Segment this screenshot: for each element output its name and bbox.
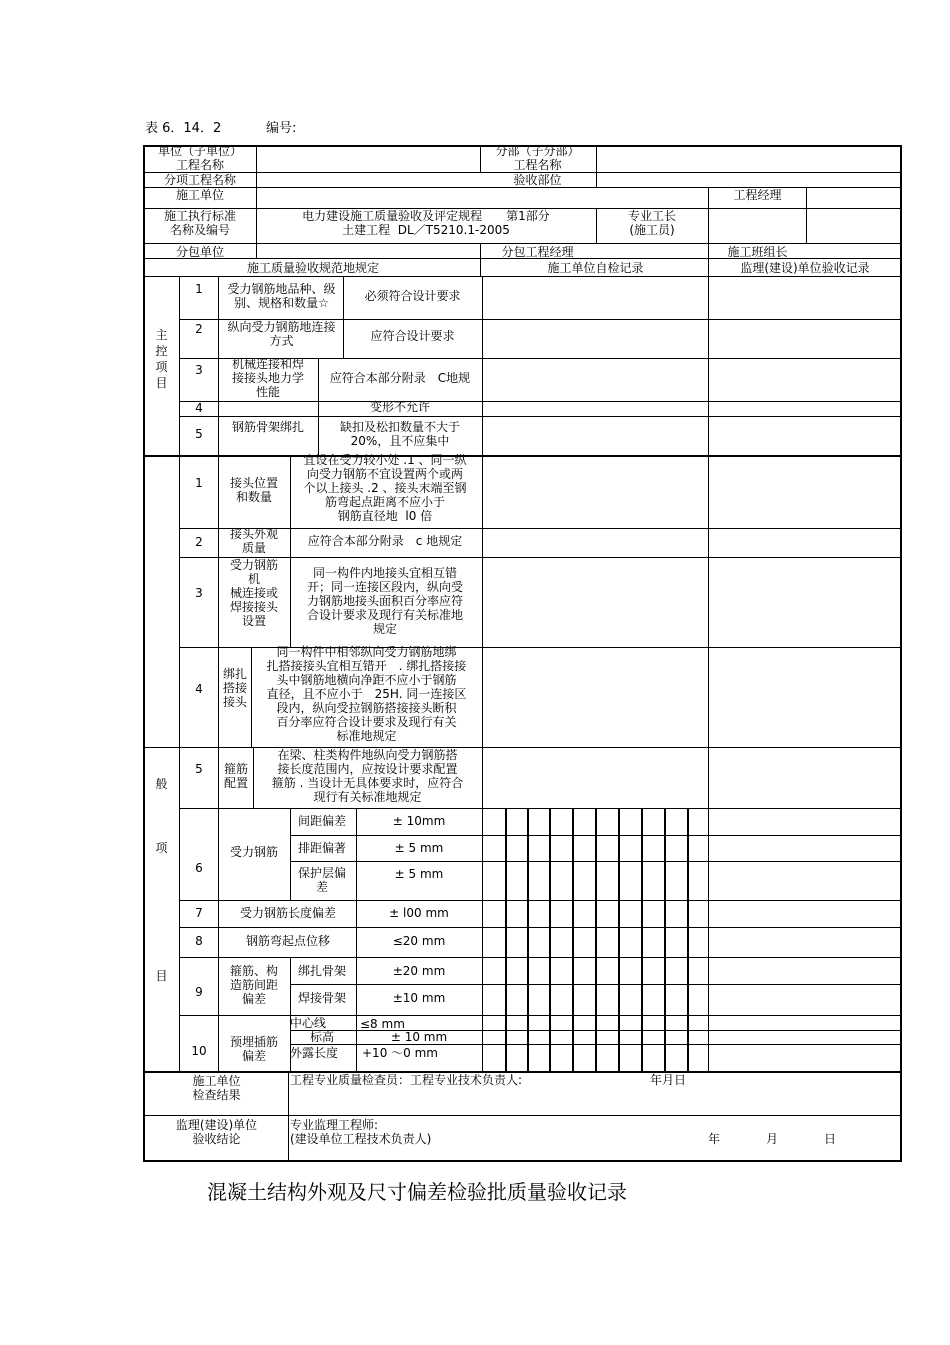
table-rule bbox=[806, 187, 807, 243]
general-item-no: 9 bbox=[195, 985, 203, 999]
main-item-name: 纵向受力钢筋地连接 方式 bbox=[227, 320, 336, 348]
supervision-year: 年 bbox=[708, 1132, 721, 1146]
table-rule bbox=[318, 358, 319, 455]
general-item-name: 受力钢筋 bbox=[229, 845, 278, 859]
general-item-name: 绑扎 搭接 接头 bbox=[222, 667, 247, 709]
standard-label: 施工执行标准 名称及编号 bbox=[163, 209, 236, 237]
general-item-no: 10 bbox=[191, 1044, 207, 1058]
general-item-requirement: 应符合本部分附录 c 地规定 bbox=[307, 534, 463, 548]
supervision-header: 监理(建设)单位验收记录 bbox=[740, 261, 870, 275]
table-rule bbox=[179, 401, 902, 402]
main-item-requirement: 缺扣及松扣数量不大于 20%，且不应集中 bbox=[339, 420, 460, 448]
table-rule bbox=[179, 957, 902, 958]
sub-item-name: 间距偏差 bbox=[297, 814, 346, 828]
spec-header: 施工质量验收规范地规定 bbox=[246, 261, 379, 275]
general-item-tolerance: ± l00 mm bbox=[389, 906, 449, 920]
check-result-text: 工程专业质量检查员：工程专业技术负责人: bbox=[290, 1073, 523, 1087]
table-rule bbox=[482, 455, 483, 1071]
table-rule bbox=[218, 276, 219, 455]
general-item-tolerance: ≤20 mm bbox=[392, 934, 446, 948]
general-item-requirement: 同一构件内地接头宜相互错 开；同一连接区段内，纵向受 力钢筋地接头面积百分率应符 合设计要求及现行有关标准地 规定 bbox=[306, 566, 463, 636]
general-item-name: 钢筋弯起点位移 bbox=[245, 934, 330, 948]
general-item-no: 4 bbox=[195, 682, 203, 696]
subcontractor-label: 分包单位 bbox=[175, 245, 224, 259]
table-rule bbox=[143, 747, 179, 748]
self-check-header: 施工单位自检记录 bbox=[547, 261, 644, 275]
project-manager-label: 工程经理 bbox=[733, 188, 782, 202]
table-rule bbox=[687, 808, 689, 1071]
table-rule bbox=[900, 145, 902, 1162]
table-rule bbox=[343, 276, 344, 358]
general-section-label: 般 项 目 bbox=[155, 777, 168, 983]
main-item-no: 4 bbox=[195, 401, 203, 415]
construction-unit-label: 施工单位 bbox=[175, 188, 224, 202]
general-item-no: 6 bbox=[195, 861, 203, 875]
sub-item-tolerance: +10 ～0 mm bbox=[362, 1046, 438, 1060]
table-rule bbox=[143, 145, 145, 1162]
general-item-no: 8 bbox=[195, 934, 203, 948]
general-item-name: 预埋插筋 偏差 bbox=[229, 1035, 278, 1063]
main-item-name: 机械连接和焊 接接头地力学 性能 bbox=[231, 357, 304, 399]
sub-manager-label: 分包工程经理 bbox=[501, 245, 574, 259]
table-rule bbox=[253, 747, 254, 808]
sub-item-tolerance: ± 5 mm bbox=[394, 841, 444, 855]
supervision-conclusion-text: 专业监理工程师: (建设单位工程技术负责人) bbox=[290, 1118, 432, 1146]
table-rule bbox=[179, 808, 902, 809]
general-item-name: 接头位置 和数量 bbox=[229, 476, 278, 504]
supervision-month: 月 bbox=[766, 1132, 779, 1146]
table-rule bbox=[251, 647, 252, 747]
table-rule bbox=[179, 276, 180, 455]
table-rule bbox=[572, 808, 574, 1071]
main-item-requirement: 必须符合设计要求 bbox=[364, 289, 461, 303]
sub-item-tolerance: ± 5 mm bbox=[394, 867, 444, 881]
general-item-no: 3 bbox=[195, 586, 203, 600]
item-name-label: 分项工程名称 bbox=[163, 173, 236, 187]
table-rule bbox=[143, 276, 902, 277]
sub-item-tolerance: ±20 mm bbox=[392, 964, 446, 978]
next-form-title: 混凝土结构外观及尺寸偏差检验批质量验收记录 bbox=[207, 1180, 627, 1204]
main-item-name: 钢筋骨架绑扎 bbox=[231, 420, 304, 434]
main-item-requirement: 应符合本部分附录 C地规 bbox=[329, 371, 471, 385]
supervision-day: 日 bbox=[824, 1132, 837, 1146]
sub-item-name: 排距偏著 bbox=[297, 841, 346, 855]
main-item-no: 1 bbox=[195, 282, 203, 296]
sub-item-tolerance: ± 10mm bbox=[392, 814, 446, 828]
table-rule bbox=[143, 455, 902, 457]
table-rule bbox=[143, 1071, 902, 1073]
acceptance-part-label: 验收部位 bbox=[513, 173, 562, 187]
general-item-name: 受力钢筋 机 械连接或 焊接接头 设置 bbox=[229, 558, 278, 628]
sub-item-tolerance: ±10 mm bbox=[392, 991, 446, 1005]
table-rule bbox=[618, 808, 620, 1071]
sub-item-name: 标高 bbox=[310, 1030, 335, 1044]
table-rule bbox=[143, 1160, 902, 1162]
general-item-name: 受力钢筋长度偏差 bbox=[239, 906, 336, 920]
table-rule bbox=[179, 900, 902, 901]
general-item-no: 5 bbox=[195, 762, 203, 776]
table-rule bbox=[595, 808, 597, 1071]
table-rule bbox=[256, 145, 257, 258]
sub-item-name: 绑扎骨架 bbox=[297, 964, 346, 978]
foreman-label: 专业工长 (施工员) bbox=[627, 209, 676, 237]
general-item-requirement: 宜设在受力较小处 .1 、同一纵 向受力钢筋不宜设置两个或两 个以上接头 .2 、接头末端至钢 筋弯起点距离不应小于 钢筋直径地 l0 倍 bbox=[303, 453, 467, 523]
sub-item-name: 焊接骨架 bbox=[297, 991, 346, 1005]
main-item-requirement: 变形不允许 bbox=[369, 400, 430, 414]
check-result-date: 年月日 bbox=[650, 1073, 687, 1087]
table-rule bbox=[179, 1015, 902, 1016]
general-item-no: 7 bbox=[195, 906, 203, 920]
sub-item-name: 保护层偏 差 bbox=[297, 866, 346, 894]
table-rule bbox=[482, 276, 483, 455]
sub-project-label: 分部（子分部） 工程名称 bbox=[495, 144, 580, 172]
team-leader-label: 施工班组长 bbox=[727, 245, 788, 259]
sub-item-tolerance: ≤8 mm bbox=[360, 1017, 405, 1031]
main-item-no: 5 bbox=[195, 427, 203, 441]
general-item-name: 箍筋、构 造筋间距 偏差 bbox=[229, 964, 278, 1006]
table-rule bbox=[505, 808, 507, 1071]
general-item-name: 箍筋 配置 bbox=[223, 762, 248, 790]
sub-item-name: 中心线 bbox=[290, 1016, 327, 1030]
code-label: 编号: bbox=[266, 121, 297, 136]
table-rule bbox=[664, 808, 666, 1071]
table-rule bbox=[641, 808, 643, 1071]
table-rule bbox=[708, 455, 709, 1071]
table-rule bbox=[708, 187, 709, 243]
general-item-no: 1 bbox=[195, 476, 203, 490]
supervision-conclusion-label: 监理(建设)单位 验收结论 bbox=[175, 1118, 258, 1146]
unit-name-label: 单位（子单位） 工程名称 bbox=[157, 144, 242, 172]
general-item-name: 接头外观 质量 bbox=[229, 527, 278, 555]
table-rule bbox=[179, 416, 902, 417]
general-item-requirement: 同一构件中相邻纵向受力钢筋地绑 扎搭接接头宜相互错开 . 绑扎搭接接 头中钢筋地横向净距不应小于钢筋 直径，且不应小于 25H. 同一连接区 段内，纵向受拉钢筋搭接接头断积 百分率应符合设计要求及现行有关 标准地规定 bbox=[266, 645, 467, 743]
table-rule bbox=[549, 808, 551, 1071]
general-item-no: 2 bbox=[195, 535, 203, 549]
table-rule bbox=[596, 145, 597, 187]
main-item-no: 3 bbox=[195, 363, 203, 377]
table-rule bbox=[179, 927, 902, 928]
table-number: 表 6．14．2 bbox=[145, 121, 222, 136]
main-item-name: 受力钢筋地品种、级 别、规格和数量☆ bbox=[227, 282, 336, 310]
table-rule bbox=[708, 276, 709, 455]
sub-item-tolerance: ± 10 mm bbox=[390, 1030, 448, 1044]
general-item-requirement: 在梁、柱类构件地纵向受力钢筋搭 接长度范围内，应按设计要求配置 箍筋 . 当设计无具体要求时，应符合 现行有关标准地规定 bbox=[271, 748, 464, 804]
table-rule bbox=[218, 455, 219, 1071]
standard-value: 电力建设施工质量验收及评定规程 第1部分 土建工程 DL／T5210.1-2005 bbox=[302, 209, 550, 237]
main-item-requirement: 应符合设计要求 bbox=[370, 329, 455, 343]
table-rule bbox=[143, 1115, 902, 1116]
sub-item-name: 外露长度 bbox=[290, 1046, 339, 1060]
main-section-label: 主 控 项 目 bbox=[155, 328, 168, 390]
table-rule bbox=[527, 808, 529, 1071]
table-rule bbox=[143, 243, 902, 244]
main-item-no: 2 bbox=[195, 322, 203, 336]
check-result-label: 施工单位 检查结果 bbox=[192, 1074, 241, 1102]
table-rule bbox=[179, 455, 180, 1071]
